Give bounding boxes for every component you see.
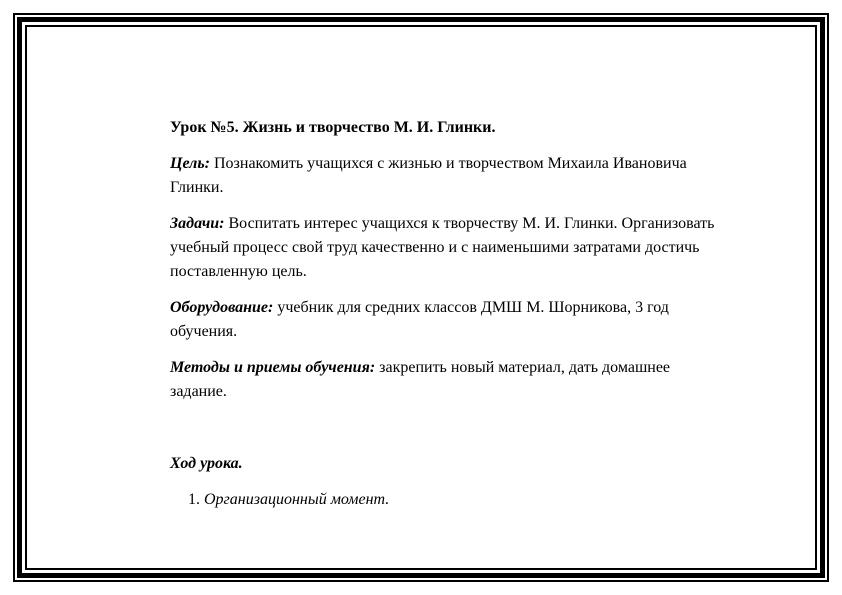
equipment-label: Оборудование:: [170, 299, 274, 316]
document-body: [170, 116, 730, 512]
tasks-label: Задачи:: [170, 215, 225, 232]
step-text: Организационный момент.: [204, 491, 390, 508]
equipment-text: учебник для средних классов ДМШ М. Шорникова, 3 год обучения.: [170, 299, 669, 340]
methods-label: Методы и приемы обучения:: [170, 359, 376, 376]
lesson-steps-list: [170, 488, 730, 512]
goal-label: Цель:: [170, 155, 210, 172]
section-spacer: [170, 416, 730, 452]
methods-paragraph: [170, 356, 730, 404]
goal-text: Познакомить учащихся с жизнью и творчеством Михаила Ивановича Глинки.: [170, 155, 687, 196]
list-item: [188, 488, 730, 512]
tasks-text: Воспитать интерес учащихся к творчеству М. И. Глинки. Организовать учебный процесс свой труд качественно и с наименьшими затратами достичь поставленную цель.: [170, 215, 715, 280]
tasks-paragraph: [170, 212, 730, 284]
step-number: 1.: [188, 491, 200, 508]
goal-paragraph: [170, 152, 730, 200]
methods-text: закрепить новый материал, дать домашнее задание.: [170, 359, 671, 400]
lesson-progress-heading: Ход урока.: [170, 455, 243, 472]
equipment-paragraph: [170, 296, 730, 344]
lesson-title: Урок №5. Жизнь и творчество М. И. Глинки.: [170, 119, 496, 136]
